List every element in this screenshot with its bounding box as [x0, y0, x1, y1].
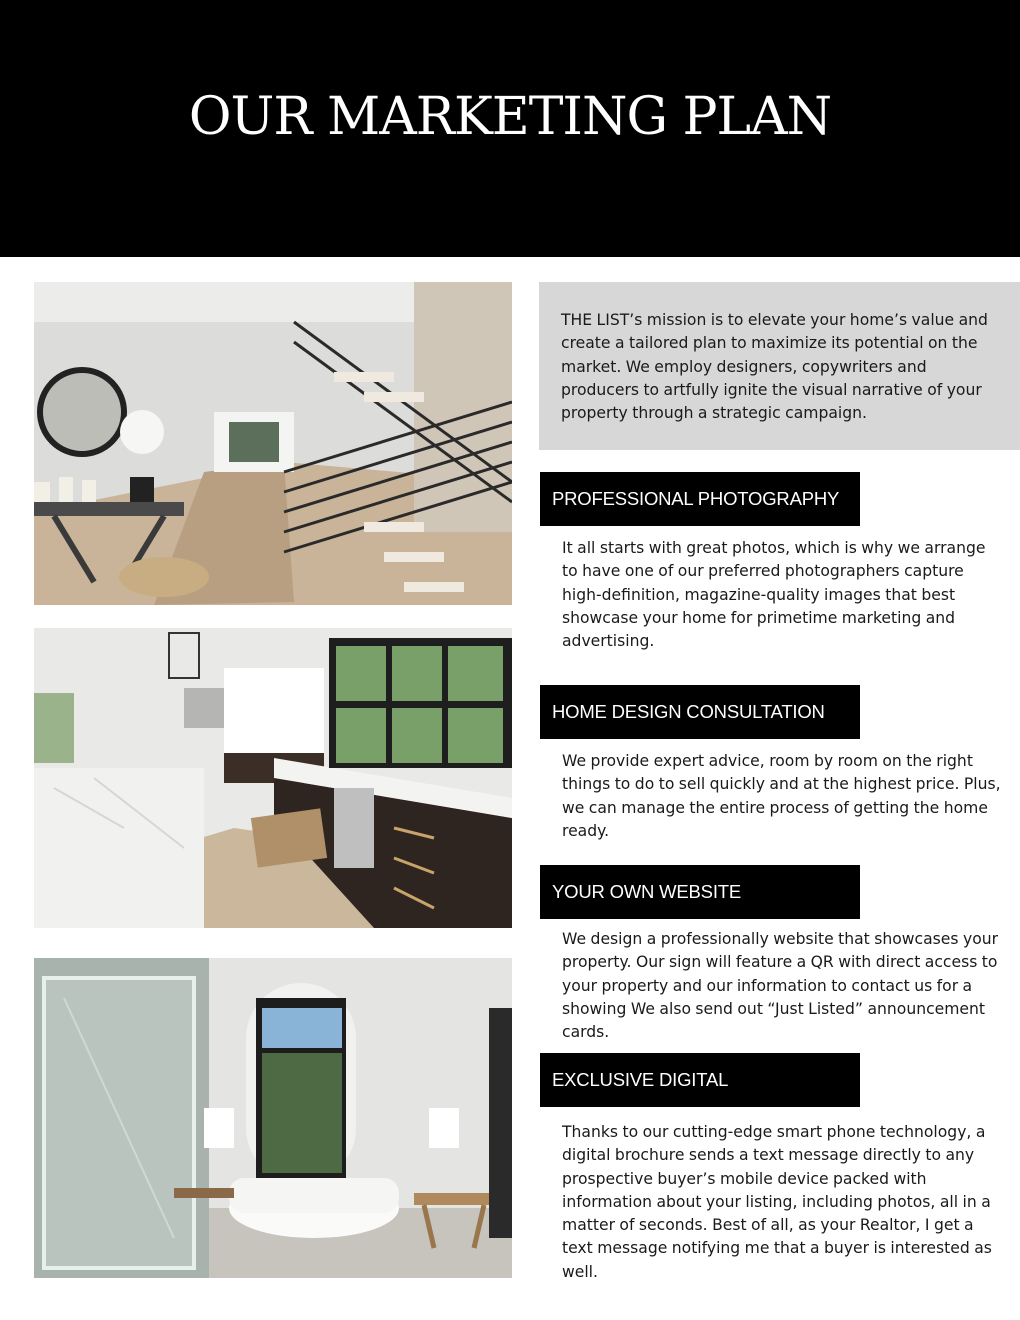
section-heading-design-consultation: HOME DESIGN CONSULTATION [540, 685, 860, 739]
bathroom-photo [34, 958, 512, 1278]
kitchen-photo [34, 628, 512, 928]
mission-text: THE LIST’s mission is to elevate your home’s value and create a tailored plan to maximize its potential on the market. We employ designers, copywriters and producers to artfully ignite the visual narrative of your property through a strategic campaign. [561, 311, 988, 423]
section-text-photography: It all starts with great photos, which is why we arrange to have one of our preferred photographers capture high-definition, magazine-quality images that best showcase your home for primetime marketing and advertising. [562, 539, 986, 651]
header-banner [0, 0, 1020, 257]
section-heading-photography: PROFESSIONAL PHOTOGRAPHY [540, 472, 860, 526]
section-heading-website: YOUR OWN WEBSITE [540, 865, 860, 919]
section-text-exclusive-digital: Thanks to our cutting-edge smart phone technology, a digital brochure sends a text message directly to any prospective buyer’s mobile device packed with information about your listing, including photos, all in a matter of seconds. Best of all, as your Realtor, I get a text message notifying me that a buyer is interested as well. [562, 1123, 992, 1281]
page-title: OUR MARKETING PLAN [188, 87, 832, 147]
section-text-design-consultation: We provide expert advice, room by room on the right things to do to sell quickly and at the highest price. Plus, we can manage the entire process of getting the home ready. [562, 752, 1001, 840]
mission-box [539, 282, 1020, 450]
section-heading-exclusive-digital: EXCLUSIVE DIGITAL [540, 1053, 860, 1107]
entry-staircase-photo [34, 282, 512, 605]
section-text-website: We design a professionally website that showcases your property. Our sign will feature a QR with direct access to your property and our information to contact us for a showing We also send out “Just Listed” announcement cards. [562, 930, 999, 1042]
